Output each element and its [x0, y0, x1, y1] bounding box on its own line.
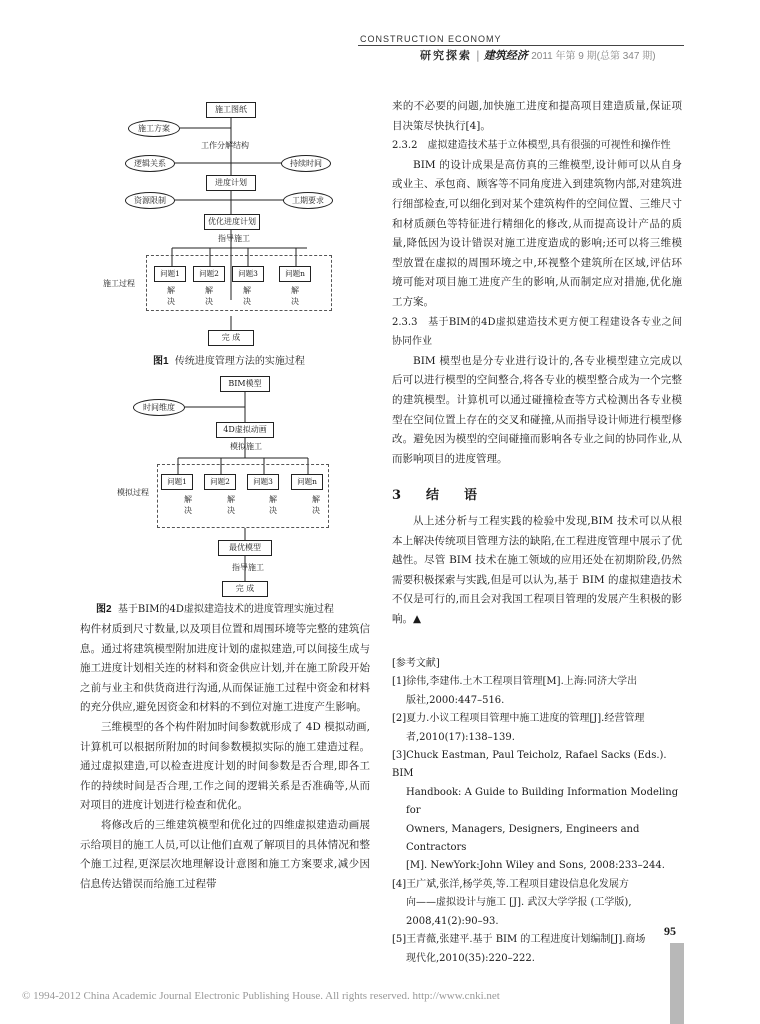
fig2-done-box: 完 成 [222, 581, 268, 597]
fig1-solve-3: 解决 [243, 286, 251, 306]
fig1-drawing-box: 施工图纸 [206, 102, 256, 118]
figure-1-title: 传统进度管理方法的实施过程 [174, 356, 305, 367]
subsection-2-3-2-body: BIM 的设计成果是高仿真的三维模型,设计师可以从自身或业主、承包商、顾客等不同角度进入到建筑物内部,对建筑进行细部检查,可以细化到对某个建筑构件的空间位置、三维尺寸和材质颜色等特征进行精细化的修改,从而提高设计产品的质量,降低因为设计错误对施工进度造成的影响;还可以将三维模型放置在虚拟的周围环境之中,环视整个建筑所在区域,评估环境可能对项目施工进度产生的影响,从而制定应对措施,优化施工方案。 [392, 158, 682, 308]
fig2-solve-n: 解决 [312, 495, 320, 515]
figure-1-number: 图1 [153, 356, 169, 367]
fig2-anim-box: 4D虚拟动画 [216, 422, 274, 438]
fig2-bim-box: BIM模型 [220, 376, 270, 392]
reference-3-line-1: [3]Chuck Eastman, Paul Teicholz, Rafael Sacks (Eds.). BIM [392, 750, 667, 780]
fig2-process-label: 模拟过程 [117, 488, 149, 497]
subsection-2-3-3-body: BIM 模型也是分专业进行设计的,各专业模型建立完成以后可以进行模型的空间整合,将各专业的模型整合成为一个完整的建筑模型。计算机可以通过碰撞检查等方式检测出各专业模型在空间位置上存在的交叉和碰撞,从而指导设计师进行模型修改。避免因为模型的空间碰撞而影响各专业之间的协同作业,从而影响项目的进度管理。 [392, 354, 682, 465]
reference-4-line-1: [4]王广斌,张洋,杨学英,等.工程项目建设信息化发展方 [392, 878, 629, 890]
section-3-heading: 3 结 语 [392, 488, 484, 503]
fig1-deadline-ellipse: 工期要求 [283, 192, 333, 209]
fig1-process-label: 施工过程 [103, 279, 135, 288]
references [392, 655, 684, 968]
header-section: 研究探索 [420, 49, 472, 62]
fig1-optimize-box: 优化进度计划 [204, 214, 260, 230]
fig2-guide-label: 指导施工 [232, 563, 264, 572]
copyright-footer: © 1994-2012 China Academic Journal Electronic Publishing House. All rights reserved. http://www.cnki.net [22, 990, 500, 1002]
figure-2-number: 图2 [96, 604, 112, 615]
fig1-guide-label: 指导施工 [218, 234, 250, 243]
fig2-solve-1: 解决 [184, 495, 192, 515]
fig2-simulate-label: 模拟施工 [230, 442, 262, 451]
end-mark: ▲ [413, 612, 422, 625]
page-number: 95 [664, 924, 676, 938]
fig1-done-box: 完 成 [208, 330, 254, 346]
left-paragraph-2: 三维模型的各个构件附加时间参数就形成了 4D 模拟动画,计算机可以根据所附加的时间参数模拟实际的施工建造过程。通过虚拟建造,可以检查进度计划的时间参数是否合理,即各工作的持续时间是否合理,工作之间的逻辑关系是否准确等,从而对项目的进度计划进行检查和优化。 [80, 720, 370, 812]
fig2-best-model-box: 最优模型 [218, 540, 272, 556]
reference-2-line-2: 者,2010(17):138–139. [406, 731, 515, 743]
reference-1-line-1: [1]徐伟,李建伟.土木工程项目管理[M].上海:同济大学出 [392, 676, 638, 688]
references-title: [参考文献] [392, 658, 440, 669]
header-english-title: CONSTRUCTION ECONOMY [360, 34, 502, 44]
reference-3-line-3: Owners, Managers, Designers, Engineers and Contractors [406, 823, 640, 854]
reference-5-line-1: [5]王青薇,张建平.基于 BIM 的工程进度计划编制[J].商场 [392, 934, 646, 946]
header-magazine: 建筑经济 [483, 49, 528, 62]
fig2-solve-3: 解决 [269, 495, 277, 515]
fig2-problem-3: 问题3 [247, 474, 279, 490]
left-paragraph-1: 构件材质到尺寸数量,以及项目位置和周围环境等完整的建筑信息。通过将建筑模型附加进度计划的虚拟建造,可以间接生成与施工进度计划相关连的材料和资金供应计划,并在施工阶段开始之前与业主和供货商进行沟通,从而保证施工过程中资金和材料的充分供应,避免因资金和材料的不到位对施工进度产生影响。 [80, 623, 370, 714]
fig2-solve-2: 解决 [227, 495, 235, 515]
fig1-solve-2: 解决 [205, 286, 213, 306]
conclusion-text [392, 512, 682, 630]
fig1-problem-1: 问题1 [154, 266, 186, 282]
left-paragraph-3: 将修改后的三维建筑模型和优化过的四维虚拟建造动画展示给项目的施工人员,可以让他们直观了解项目的具体情况和整个施工过程,更深层次地理解设计意图和施工方案要求,减少因信息传达错误而给施工过程带 [80, 818, 370, 890]
fig1-wbs-label: 工作分解结构 [201, 141, 249, 150]
fig2-problem-2: 问题2 [204, 474, 236, 490]
fig2-problem-n: 问题n [291, 474, 323, 490]
fig1-problem-3: 问题3 [232, 266, 264, 282]
header-issue: 2011 年第 9 期(总第 347 期) [531, 51, 656, 62]
fig1-problem-2: 问题2 [193, 266, 225, 282]
page-edge-bar [670, 943, 684, 1024]
right-column-text [392, 97, 682, 469]
conclusion-sentence: 从上述分析与工程实践的检验中发现,BIM 技术可以从根本上解决传统项目管理方法的缺陷,在工程进度管理中展示了优越性。尽管 BIM 技术在施工领域的应用还处在初期阶段,仍然需要积极探索与实践,但是可以认为,基于 BIM 的虚拟建造技术不仅是可行的,而且会对我国工程项目管理的发展产生积极的影响。 [392, 515, 682, 625]
conclusion-body [392, 512, 682, 630]
figure-2-title: 基于BIM的4D虚拟建造技术的进度管理实施过程 [117, 604, 334, 615]
fig1-plan-ellipse: 施工方案 [128, 120, 180, 137]
header-separator: | [476, 49, 480, 62]
reference-3-line-4: [M]. NewYork:John Wiley and Sons, 2008:233–244. [406, 860, 665, 872]
reference-1-line-2: 版社,2000:447–516. [406, 694, 505, 706]
fig1-resource-ellipse: 资源限制 [125, 192, 175, 209]
reference-2-line-1: [2]夏力.小议工程项目管理中施工进度的管理[J].经营管理 [392, 713, 645, 725]
figure-2-caption [96, 600, 334, 615]
fig1-solve-1: 解决 [167, 286, 175, 306]
fig1-solve-n: 解决 [291, 286, 299, 306]
fig1-schedule-box: 进度计划 [206, 175, 256, 191]
reference-4-line-3: 2008,41(2):90–93. [406, 915, 499, 927]
right-paragraph-0: 来的不必要的问题,加快施工进度和提高项目建造质量,保证项目决策尽快执行[4]。 [392, 100, 682, 132]
fig2-problem-1: 问题1 [161, 474, 193, 490]
reference-5-line-2: 现代化,2010(35):220–222. [406, 952, 535, 964]
subsection-2-3-3-heading: 2.3.3 基于BIM的4D虚拟建造技术更方便工程建设各专业之间协同作业 [392, 316, 682, 348]
left-column-text [80, 620, 370, 894]
reference-3-line-2: Handbook: A Guide to Building Information Modeling for [406, 786, 679, 817]
fig2-time-ellipse: 时间维度 [133, 399, 185, 416]
subsection-2-3-2-heading: 2.3.2 虚拟建造技术基于立体模型,具有很强的可视性和操作性 [392, 140, 671, 152]
fig1-duration-ellipse: 持续时间 [281, 155, 331, 172]
reference-4-line-2: 向——虚拟设计与施工 [J]. 武汉大学学报 (工学版), [406, 897, 632, 909]
fig1-logic-ellipse: 逻辑关系 [125, 155, 175, 172]
fig1-problem-n: 问题n [279, 266, 311, 282]
